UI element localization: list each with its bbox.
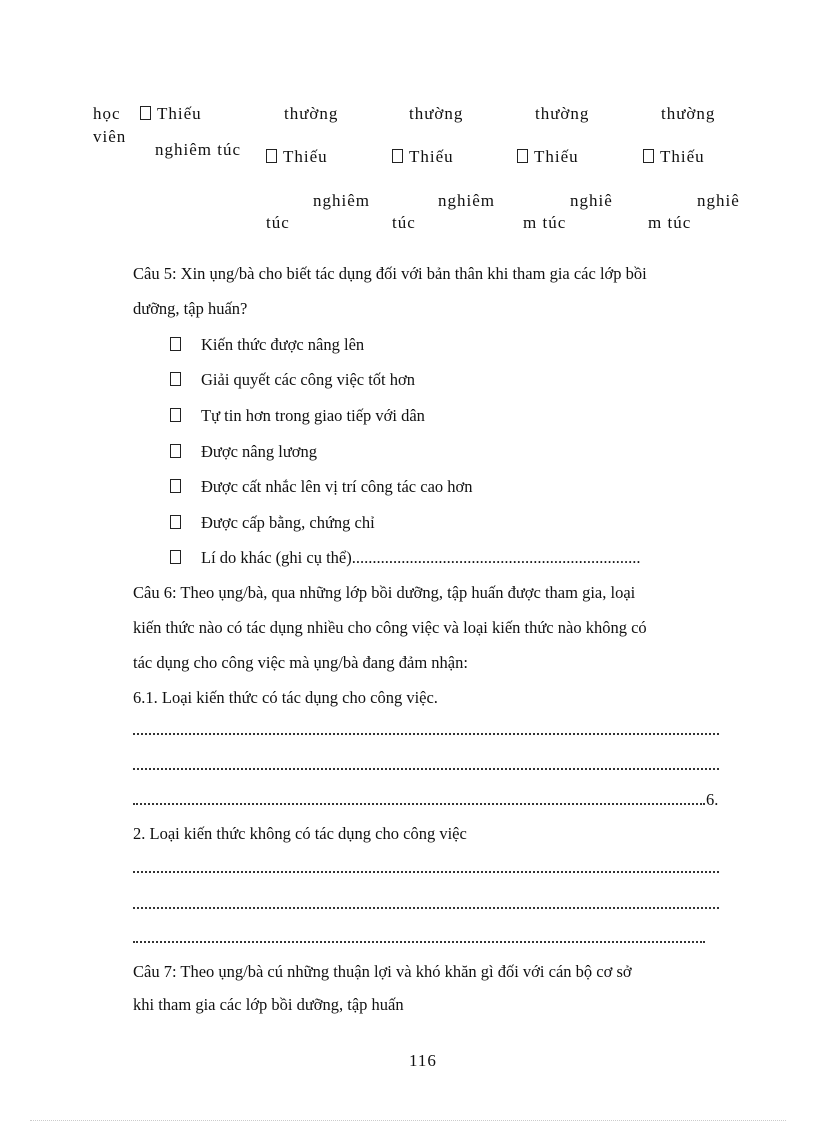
checkbox-icon [517,149,528,163]
q5-option[interactable] [170,406,425,426]
checkbox-icon[interactable] [170,372,181,386]
checkbox-icon [643,149,654,163]
option-cell-1-line2: nghiêm túc [155,140,242,159]
checkbox-icon[interactable] [170,408,181,422]
q6-line2: kiến thức nào có tác dụng nhiều cho công việc và loại kiến thức nào không có [133,618,647,637]
cell-3-b2: túc [392,213,416,232]
checkbox-icon[interactable] [170,515,181,529]
answer-line[interactable] [133,732,719,735]
q5-option[interactable] [170,548,641,568]
option-label: Thiếu [534,147,579,166]
q5-option-label: Được cấp bằng, chứng chỉ [201,513,375,532]
checkbox-icon[interactable] [170,337,181,351]
cell-4-b1: nghiê [570,191,613,210]
q5-option-label: Lí do khác (ghi cụ thể)...................................................................... [201,548,641,567]
q5-option-label: Giải quyết các công việc tốt hơn [201,370,415,389]
q6-line1: Câu 6: Theo ụng/bà, qua những lớp bồi dưỡng, tập huấn được tham gia, loại [133,583,636,602]
option-label: Thiếu [283,147,328,166]
q6-sub1: 6.1. Loại kiến thức có tác dụng cho công việc. [133,688,438,707]
q5-option[interactable] [170,442,317,462]
answer-line[interactable] [133,802,705,805]
cell-4-top: thường [535,104,590,123]
q5-option[interactable] [170,477,473,497]
q6-end-mark: 6. [706,790,719,809]
cell-5-b1: nghiê [697,191,740,210]
option-label: Thiếu [660,147,705,166]
cell-5-b2: m túc [648,213,692,232]
option-cell-1 [140,104,202,124]
q5-line2: dưỡng, tập huấn? [133,299,248,318]
cell-4-b2: m túc [523,213,567,232]
q6-sub2: 2. Loại kiến thức không có tác dụng cho công việc [133,824,467,843]
answer-line[interactable] [133,870,719,873]
q5-option[interactable] [170,335,364,355]
row-label-line1: học [93,104,121,123]
q7-line1: Câu 7: Theo ụng/bà cú những thuận lợi và khó khăn gì đối với cán bộ cơ sở [133,962,632,981]
page-number: 116 [409,1051,437,1070]
cell-2-b2: túc [266,213,290,232]
checkbox-icon[interactable] [170,550,181,564]
cell-2-b1: nghiêm [313,191,370,210]
footer-divider [30,1120,786,1121]
option-cell-5 [643,147,705,167]
q7-line2: khi tham gia các lớp bồi dưỡng, tập huấn [133,995,404,1014]
checkbox-icon[interactable] [170,479,181,493]
q5-option[interactable] [170,370,415,390]
q5-option-label: Được nâng lương [201,442,317,461]
answer-line[interactable] [133,906,719,909]
option-cell-4 [517,147,579,167]
option-cell-3 [392,147,454,167]
checkbox-icon [392,149,403,163]
checkbox-icon [266,149,277,163]
q5-line1: Câu 5: Xin ụng/bà cho biết tác dụng đối với bản thân khi tham gia các lớp bồi [133,264,647,283]
option-label: Thiếu [157,104,202,123]
q5-option-label: Kiến thức được nâng lên [201,335,365,354]
option-cell-2 [266,147,328,167]
q5-option-label: Được cất nhắc lên vị trí công tác cao hơn [201,477,473,496]
answer-line[interactable] [133,767,719,770]
q5-option-label: Tự tin hơn trong giao tiếp với dân [201,406,425,425]
option-label: Thiếu [409,147,454,166]
q5-option[interactable] [170,513,375,533]
cell-2-top: thường [284,104,339,123]
row-label-line2: viên [93,127,127,146]
q6-line3: tác dụng cho công việc mà ụng/bà đang đảm nhận: [133,653,468,672]
cell-3-top: thường [409,104,464,123]
cell-5-top: thường [661,104,716,123]
checkbox-icon [140,106,151,120]
checkbox-icon[interactable] [170,444,181,458]
answer-line[interactable] [133,940,705,943]
cell-3-b1: nghiêm [438,191,495,210]
